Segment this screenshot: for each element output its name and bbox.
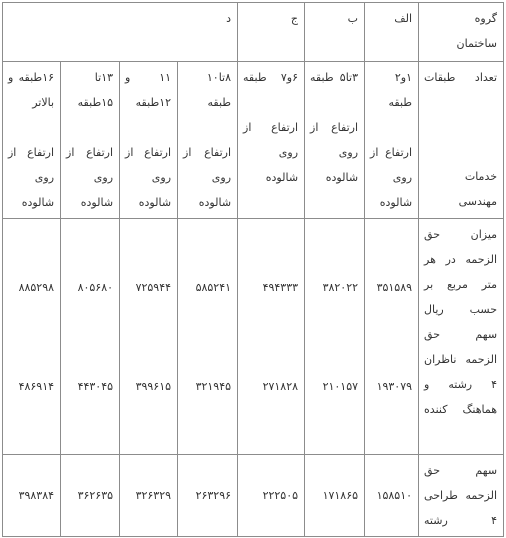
basis-text: ارتفاع از روی شالوده [243,121,299,184]
supervisors-share-value: ۲۱۰۱۵۷ [322,379,359,393]
group-jim-header: ج [238,3,305,62]
design-share-value-2: ۱۷۱۸۶۵ [305,455,365,537]
group-header-row [3,3,504,62]
fee-per-sqm-value: ۷۲۵۹۴۴ [135,280,172,294]
floors-cell-4 [178,62,238,219]
fee-per-sqm-value: ۸۸۵۲۹۸ [18,280,55,294]
supervisors-share-label: سهم حق الزحمه ناظران ۴ رشته و هماهنگ کننده [424,328,498,416]
group-be-header: ب [305,3,365,62]
floors-label: تعداد طبقات [424,71,498,84]
design-share-value-1: ۱۵۸۵۱۰ [365,455,419,537]
fee-rate-row [3,219,504,455]
engineering-fee-table [2,2,504,537]
supervisors-share-value: ۲۷۱۸۲۸ [262,379,299,393]
floors-value: ۱۶طبقه و بالاتر [8,71,55,109]
design-share-label: سهم حق الزحمه طراحی ۴ رشته [419,455,504,537]
fee-values-cell-5 [120,219,178,455]
supervisors-share-value: ۴۴۳۰۴۵ [77,379,114,393]
design-share-value-7: ۳۹۸۳۸۴ [3,455,61,537]
supervisors-share-value: ۴۸۶۹۱۴ [18,379,55,393]
floors-cell-2 [305,62,365,219]
floors-value: ۱۳تا ۱۵طبقه [77,71,114,109]
floors-value: ۶و۷ طبقه [243,71,299,84]
fee-per-sqm-label: میزان حق الزحمه در هر متر مربع بر حسب ریال [424,228,498,316]
floors-cell-3 [238,62,305,219]
supervisors-share-value: ۱۹۳۰۷۹ [376,379,413,393]
basis-text: ارتفاع از روی شالوده [370,146,413,209]
building-group-corner-cell [419,3,504,62]
fee-per-sqm-value: ۵۸۵۲۴۱ [195,280,232,294]
supervisors-share-value: ۳۹۹۶۱۵ [135,379,172,393]
supervisors-share-value: ۳۲۱۹۴۵ [195,379,232,393]
basis-text: ارتفاع از روی شالوده [8,146,55,209]
basis-text: ارتفاع از روی شالوده [183,146,232,209]
floors-label-cell [419,62,504,219]
services-label-line-1: خدمات [464,170,498,183]
basis-text: ارتفاع از روی شالوده [66,146,114,209]
design-share-row [3,455,504,537]
floors-value: ۱۱ و ۱۲طبقه [125,71,172,109]
fee-per-sqm-value: ۴۹۴۳۳۳ [262,280,299,294]
corner-line-2: ساختمان [456,37,498,50]
basis-text: ارتفاع از روی شالوده [310,121,359,184]
fee-per-sqm-value: ۳۸۲۰۲۲ [322,280,359,294]
floors-value: ۸تا۱۰ طبقه [206,71,232,109]
fee-values-cell-1 [365,219,419,455]
fee-values-cell-6 [61,219,120,455]
floors-cell-5 [120,62,178,219]
corner-line-1: گروه [474,12,498,25]
fee-values-cell-4 [178,219,238,455]
fee-per-sqm-value: ۳۵۱۵۸۹ [376,280,413,294]
basis-text: ارتفاع از روی شالوده [125,146,172,209]
floors-row [3,62,504,219]
fee-rate-label-cell [419,219,504,455]
fee-values-cell-3 [238,219,305,455]
group-dal-header: د [3,3,238,62]
design-share-value-4: ۲۶۳۲۹۶ [178,455,238,537]
fee-per-sqm-value: ۸۰۵۶۸۰ [77,280,114,294]
services-label-line-2: مهندسی [458,195,498,208]
fee-values-cell-2 [305,219,365,455]
design-share-value-3: ۲۲۲۵۰۵ [238,455,305,537]
design-share-value-5: ۳۲۶۳۲۹ [120,455,178,537]
design-share-value-6: ۳۶۲۶۳۵ [61,455,120,537]
floors-cell-1 [365,62,419,219]
floors-cell-7 [3,62,61,219]
floors-value: ۱و۲ طبقه [388,71,413,109]
floors-value: ۳تا۵ طبقه [310,71,359,84]
floors-cell-6 [61,62,120,219]
group-alef-header: الف [365,3,419,62]
fee-values-cell-7 [3,219,61,455]
